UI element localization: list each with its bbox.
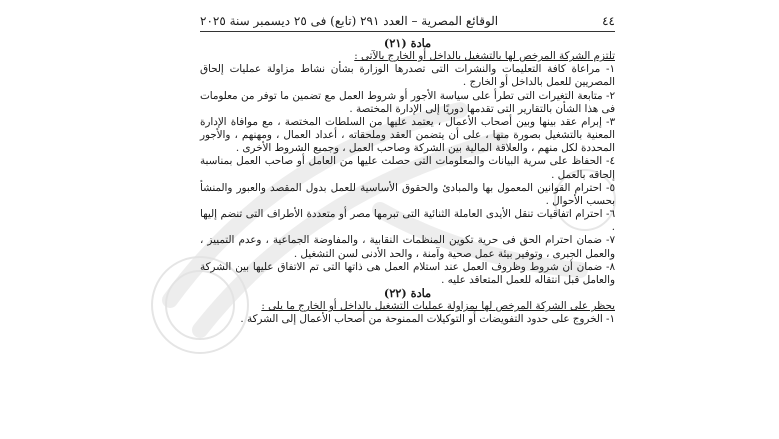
article-21-intro: تلتزم الشركة المرخص لها بالتشغيل بالداخل أو الخارج بالآتى : bbox=[354, 50, 615, 63]
article-21-item-7: ٧- ضمان احترام الحق فى حرية تكوين المنظمات النقابية ، والمفاوضة الجماعية ، وعدم التمييز ، والعمل الجبرى ، وتوفير بيئة عمل صحية وآمنة ، والحد الأدنى لسن التشغيل . bbox=[200, 234, 615, 260]
header-title: الوقائع المصرية – العدد ٢٩١ (تابع) فى ٢٥ ديسمبر سنة ٢٠٢٥ bbox=[200, 14, 499, 28]
article-21-item-6: ٦- احترام اتفاقيات تنقل الأيدى العاملة الثنائية التى تبرمها مصر أو متعددة الأطراف التى تنضم إليها . bbox=[200, 208, 615, 234]
article-21-item-3: ٣- إبرام عقد بينها وبين أصحاب الأعمال ، يعتمد عليها من السلطات المختصة ، مع موافاة الإدارة المعنية بالتشغيل بصورة منها ، على أن يتضمن العقد وملحقاته ، أعداد العمال ، ومهنهم ، والأجور المحددة لكل منهم ، والعلاقة المالية بين الشركة وصاحب العمل ، وجميع الشروط الأخرى . bbox=[200, 115, 615, 155]
article-21-item-2: ٢- متابعة التغيرات التى تطرأ على سياسة الأجور أو شروط العمل مع تضمين ما توفر من معلومات فى هذا الشأن بالتقارير التى تقدمها دوريًا إلى الإدارة المختصة . bbox=[200, 89, 615, 115]
article-22-heading: مادة (٢٢) bbox=[383, 285, 432, 300]
header-page-number: ٤٤ bbox=[602, 14, 615, 28]
header-divider bbox=[200, 31, 615, 32]
gazette-body bbox=[200, 37, 615, 326]
article-21-item-1: ١- مراعاة كافة التعليمات والنشرات التى تصدرها الوزارة بشأن نشاط مزاولة عمليات إلحاق المصريين للعمل بالداخل أو الخارج . bbox=[200, 63, 615, 89]
article-22-item-1: ١- الخروج على حدود التفويضات أو التوكيلات الممنوحة من أصحاب الأعمال إلى الشركة . bbox=[240, 313, 615, 326]
article-21-item-4: ٤- الحفاظ على سرية البيانات والمعلومات التى حصلت عليها من العامل أو صاحب العمل بمناسبة إلحاقه بالعمل . bbox=[200, 155, 615, 181]
article-21-heading: مادة (٢١) bbox=[383, 36, 432, 50]
gazette-header bbox=[200, 14, 615, 30]
article-21-item-8: ٨- ضمان أن شروط وظروف العمل عند استلام العمل هى ذاتها التى تم الاتفاق عليها بين الشركة والعامل قبل انتقاله للعمل المتعاقد عليه . bbox=[200, 260, 615, 286]
article-21-item-5: ٥- احترام القوانين المعمول بها والمبادئ والحقوق الأساسية للعمل بدول المقصد والعبور والمنشأ بحسب الأحوال . bbox=[200, 181, 615, 207]
article-22-intro: يحظر على الشركة المرخص لها بمزاولة عمليات التشغيل بالداخل أو الخارج ما يلى : bbox=[261, 300, 615, 313]
